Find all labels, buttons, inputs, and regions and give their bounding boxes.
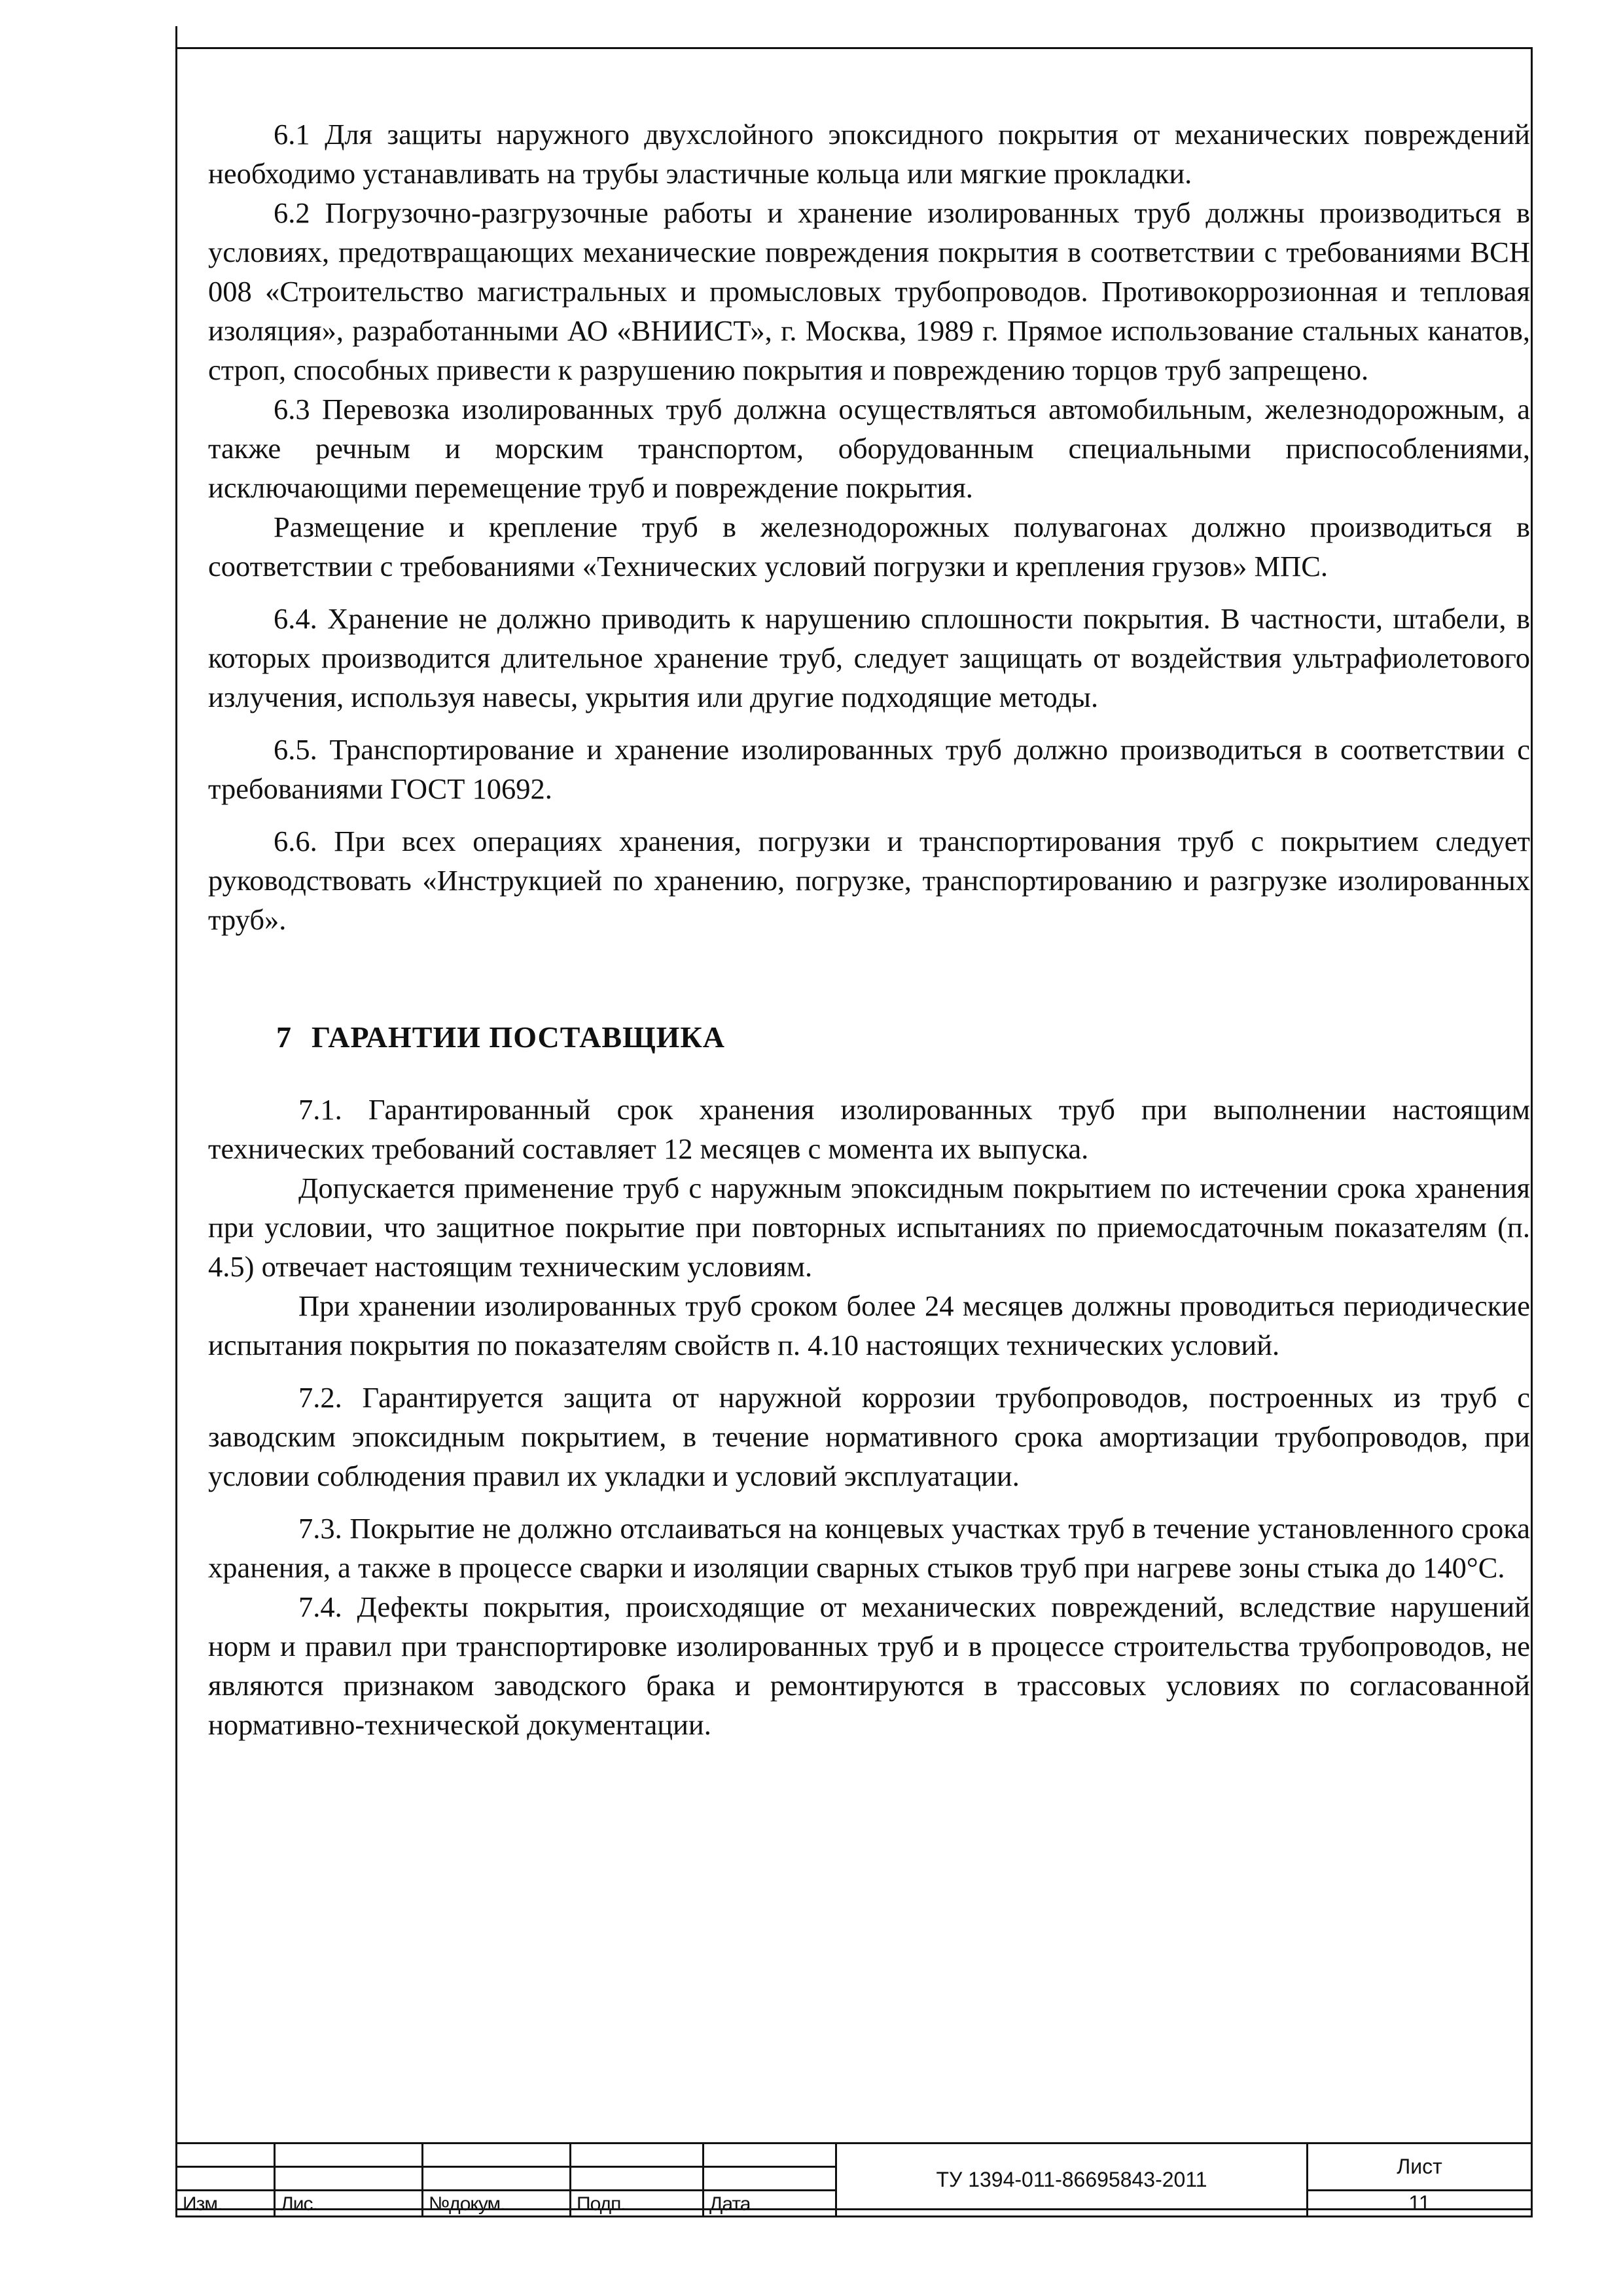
stamp-cell — [571, 2167, 704, 2191]
stamp-cell — [704, 2167, 836, 2191]
stamp-cell — [423, 2144, 571, 2167]
stamp-cell — [275, 2167, 423, 2191]
document-body — [208, 115, 1530, 1744]
stamp-cell — [275, 2144, 423, 2167]
section-7-title: ГАРАНТИИ ПОСТАВЩИКА — [312, 1020, 725, 1054]
sheet-number: 11 — [1308, 2191, 1532, 2217]
column-label-list: Лис. — [275, 2191, 423, 2217]
section-7-heading — [276, 1018, 1530, 1057]
paragraph-6-5: 6.5. Транспортирование и хранение изолированных труб должно производиться в соответствии с требованиями ГОСТ 10692. — [208, 733, 1530, 805]
stamp-cell — [423, 2167, 571, 2191]
paragraph-6-2: 6.2 Погрузочно-разгрузочные работы и хранение изолированных труб должны производиться в условиях, предотвращающих механические повреждения покрытия в соответствии с требованиями ВСН 008 «Строительство магистральных и промысловых трубопроводов. Противокоррозионная и тепловая изоляция», разработанными АО «ВНИИСТ», г. Москва, 1989 г. Прямое использование стальных канатов, строп, способных привести к разрушению покрытия и повреждению торцов труб запрещено. — [208, 196, 1530, 386]
paragraph-7-1-storage: При хранении изолированных труб сроком более 24 месяцев должны проводиться периодические испытания покрытия по показателям свойств п. 4.10 настоящих технических условий. — [208, 1289, 1530, 1361]
stamp-cell — [571, 2144, 704, 2167]
paragraph-6-3: 6.3 Перевозка изолированных труб должна осуществляться автомобильным, железнодорожным, а также речным и морским транспортом, оборудованным специальными приспособлениями, исключающими перемещение труб и повреждение покрытия. — [208, 393, 1530, 504]
column-label-date: Дата — [704, 2191, 836, 2217]
stamp-cell — [177, 2167, 275, 2191]
paragraph-7-4: 7.4. Дефекты покрытия, происходящие от механических повреждений, вследствие нарушений норм и правил при транспортировке изолированных труб и в процессе строительства трубопроводов, не являются признаком заводского брака и ремонтируются в трассовых условиях по согласованной нормативно-технической документации. — [208, 1590, 1530, 1741]
paragraph-7-1: 7.1. Гарантированный срок хранения изолированных труб при выполнении настоящим технических требований составляет 12 месяцев с момента их выпуска. — [208, 1093, 1530, 1165]
paragraph-6-1: 6.1 Для защиты наружного двухслойного эпоксидного покрытия от механических повреждений необходимо устанавливать на трубы эластичные кольца или мягкие прокладки. — [208, 118, 1530, 190]
paragraph-7-2: 7.2. Гарантируется защита от наружной коррозии трубопроводов, построенных из труб с заводским эпоксидным покрытием, в течение нормативного срока амортизации трубопроводов, при условии соблюдения правил их укладки и условий эксплуатации. — [208, 1381, 1530, 1492]
title-block — [175, 2142, 1533, 2215]
stamp-cell — [704, 2144, 836, 2167]
column-label-izm: Изм. — [177, 2191, 275, 2217]
section-7-number: 7 — [276, 1020, 292, 1054]
paragraph-6-3-placement: Размещение и крепление труб в железнодорожных полувагонах должно производиться в соответствии с требованиями «Технических условий погрузки и крепления грузов» МПС. — [208, 511, 1530, 583]
paragraph-6-4: 6.4. Хранение не должно приводить к нарушению сплошности покрытия. В частности, штабели, в которых производится длительное хранение труб, следует защищать от воздействия ультрафиолетового излучения, используя навесы, укрытия или другие подходящие методы. — [208, 602, 1530, 713]
paragraph-6-6: 6.6. При всех операциях хранения, погрузки и транспортирования труб с покрытием следует руководствовать «Инструкцией по хранению, погрузке, транспортированию и разгрузке изолированных труб». — [208, 825, 1530, 936]
paragraph-7-1-permission: Допускается применение труб с наружным эпоксидным покрытием по истечении срока хранения при условии, что защитное покрытие при повторных испытаниях по приемосдаточным показателям (п. 4.5) отвечает настоящим техническим условиям. — [208, 1172, 1530, 1283]
document-code: ТУ 1394-011-86695843-2011 — [836, 2144, 1308, 2217]
sheet-label: Лист — [1308, 2144, 1532, 2191]
stamp-cell — [177, 2144, 275, 2167]
column-label-doc-number: №докум. — [423, 2191, 571, 2217]
paragraph-7-3: 7.3. Покрытие не должно отслаиваться на концевых участках труб в течение установленного срока хранения, а также в процессе сварки и изоляции сварных стыков труб при нагреве зоны стыка до 140°С. — [208, 1512, 1530, 1584]
column-label-signature: Подп. — [571, 2191, 704, 2217]
